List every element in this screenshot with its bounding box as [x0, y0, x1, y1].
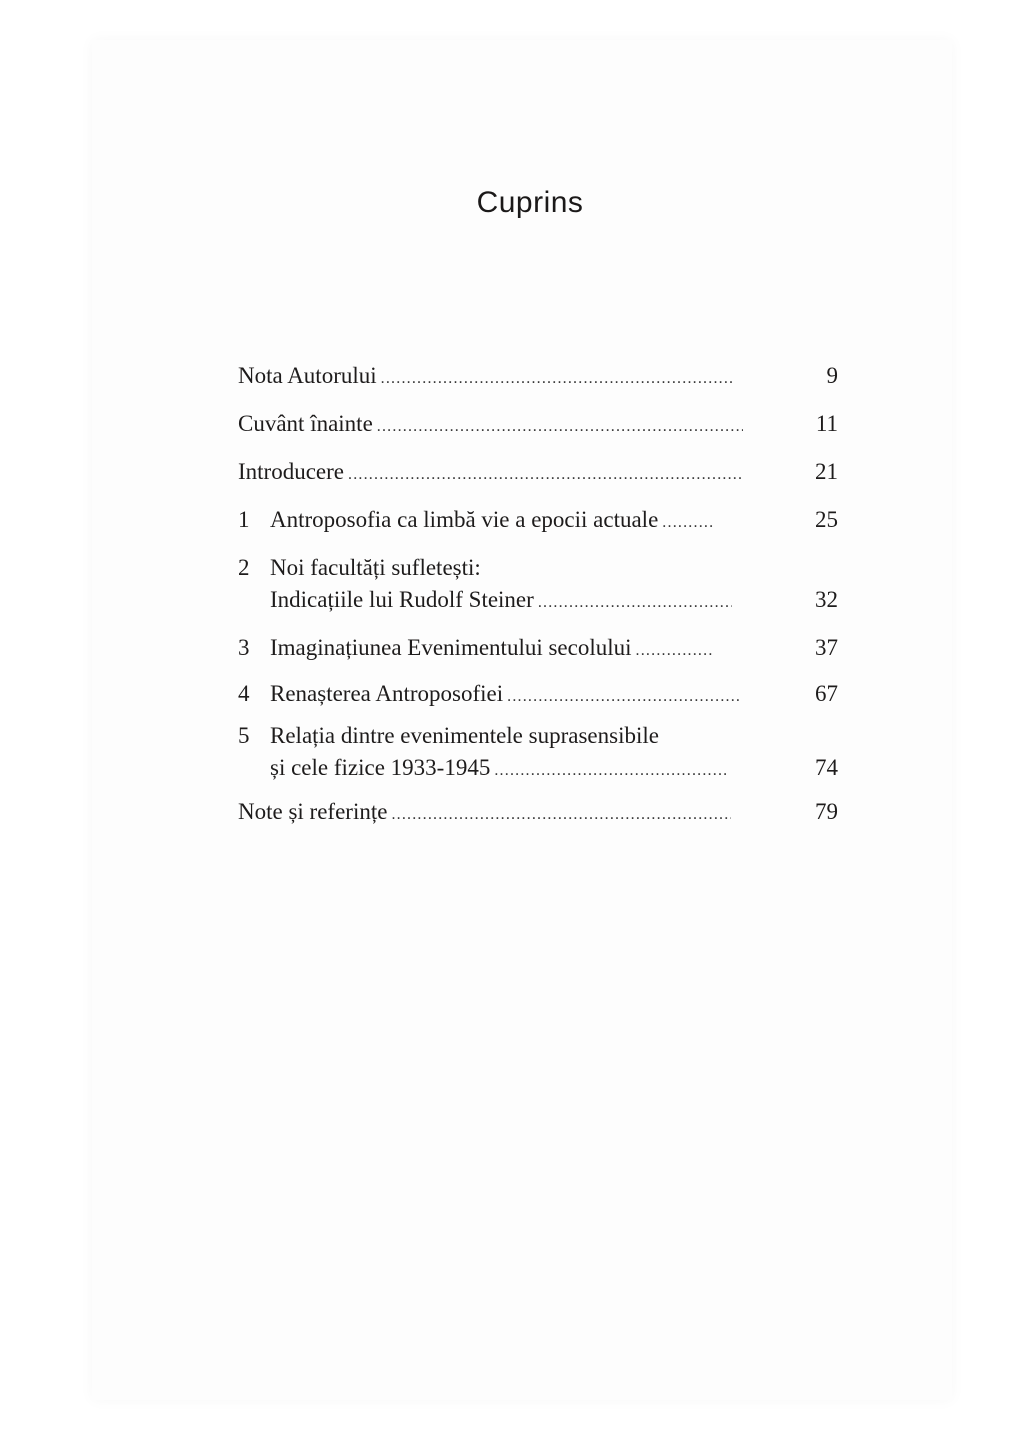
toc-entry-title: Imaginațiunea Evenimentului secolului — [270, 635, 632, 660]
toc-page-number: 9 — [826, 363, 838, 388]
toc-page-number: 21 — [815, 459, 838, 484]
toc-entry-chapter-3[interactable] — [238, 632, 838, 667]
dot-leader — [391, 799, 731, 831]
toc-entry-chapter-1[interactable] — [238, 504, 838, 539]
dot-leader — [662, 507, 714, 539]
toc-entry-title-line1: Noi facultăți sufletești: — [270, 555, 481, 580]
toc-entry-title: Note și referințe — [238, 799, 388, 824]
chapter-number: 4 — [238, 681, 250, 706]
toc-entry-note-si-referinte[interactable] — [238, 796, 838, 831]
toc-entry-title: Renașterea Antroposofiei — [270, 681, 504, 706]
dot-leader — [636, 635, 714, 667]
toc-entry-chapter-5[interactable] — [238, 720, 838, 787]
toc-page-number: 32 — [815, 587, 838, 612]
toc-page-number: 25 — [815, 507, 838, 532]
toc-entry-title-line1: Relația dintre evenimentele suprasensibile — [270, 723, 659, 748]
dot-leader — [538, 587, 732, 619]
toc-page-number: 79 — [815, 799, 838, 824]
toc-entry-introducere[interactable] — [238, 456, 838, 491]
chapter-number: 5 — [238, 723, 250, 748]
chapter-number: 3 — [238, 635, 250, 660]
dot-leader — [507, 681, 739, 713]
toc-entry-nota-autorului[interactable] — [238, 360, 838, 395]
toc-page-number: 37 — [815, 635, 838, 660]
dot-leader — [348, 459, 744, 491]
toc-entry-title: Cuvânt înainte — [238, 411, 373, 436]
toc-entry-title: Indicațiile lui Rudolf Steiner — [270, 587, 534, 612]
toc-page-number: 74 — [815, 755, 838, 780]
dot-leader — [494, 755, 726, 787]
dot-leader — [381, 363, 733, 395]
toc-page-number: 67 — [815, 681, 838, 706]
toc-entry-title: Introducere — [238, 459, 344, 484]
toc-entry-title: și cele fizice 1933-1945 — [270, 755, 491, 780]
toc-entry-chapter-4[interactable] — [238, 678, 838, 713]
toc-page-number: 11 — [815, 411, 838, 436]
dot-leader — [377, 411, 743, 443]
toc-entry-title: Nota Autorului — [238, 363, 377, 388]
toc-entry-title: Antroposofia ca limbă vie a epocii actuale — [270, 507, 659, 532]
chapter-number: 1 — [238, 507, 250, 532]
chapter-number: 2 — [238, 555, 250, 580]
toc-entry-chapter-2[interactable] — [238, 552, 838, 619]
page-title: Cuprins — [476, 186, 584, 219]
toc-entry-cuvant-inainte[interactable] — [238, 408, 838, 443]
